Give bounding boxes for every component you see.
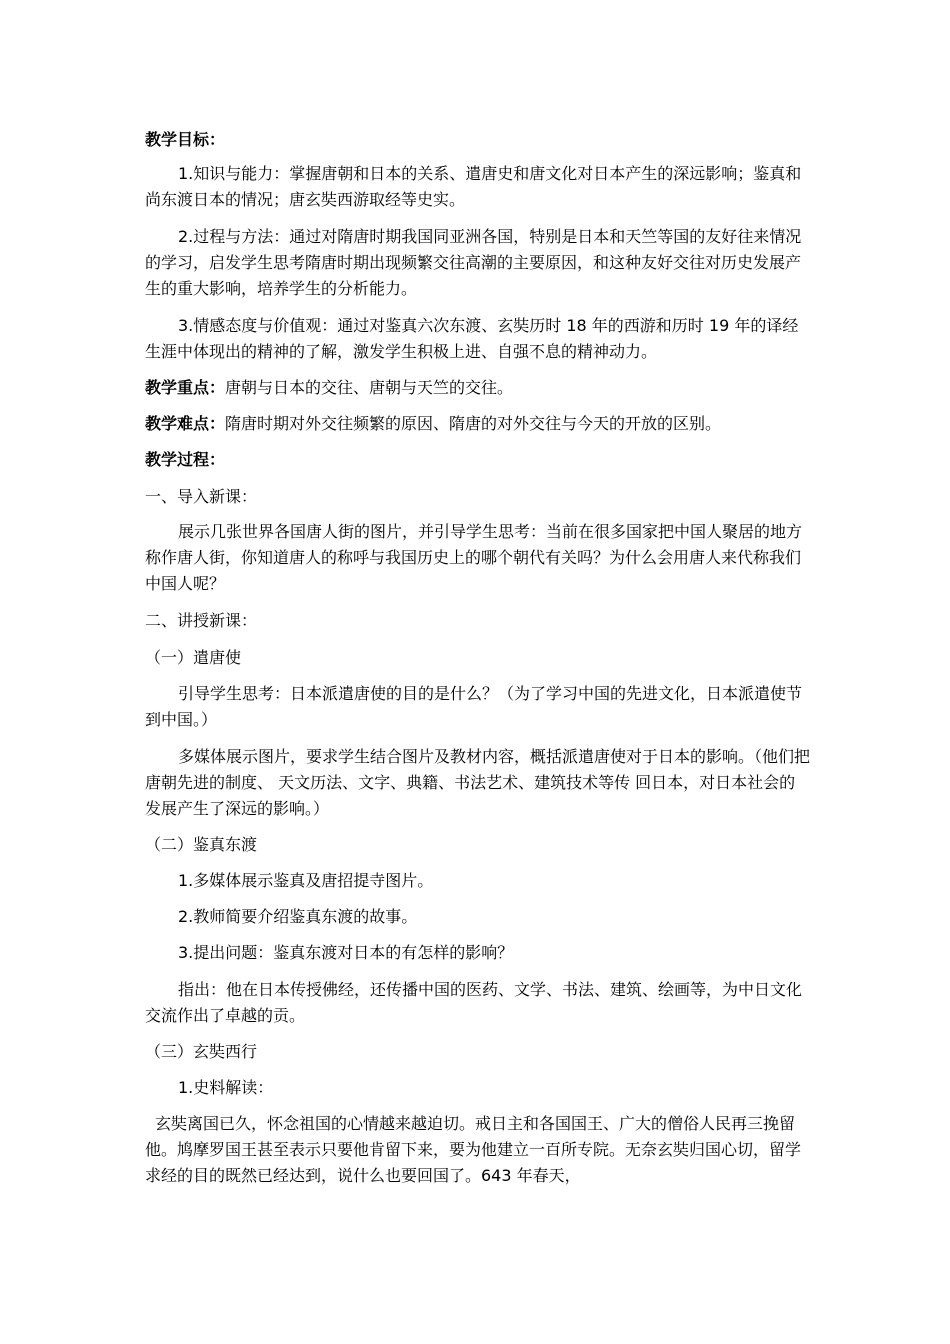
goal-attitude: 3.情感态度与价值观：通过对鉴真六次东渡、玄奘历时 18 年的西游和历时 19 年的译经生涯中体现出的精神的了解，激发学生积极上进、自强不息的精神动力。	[145, 316, 799, 361]
section-jianzhen-item-3: 3.提出问题：鉴真东渡对日本的有怎样的影响？	[178, 943, 514, 962]
section-jianzhen-point: 指出：他在日本传授佛经，还传播中国的医药、文学、书法、建筑、绘画等，为中日文化交流作出了卓越的贡。	[145, 980, 803, 1025]
section-jianzhen-heading: （二）鉴真东渡	[145, 835, 258, 854]
difficulty-label: 教学难点：	[145, 414, 226, 433]
teach-heading: 二、讲授新课：	[145, 611, 258, 630]
section-xuanzang-heading: （三）玄奘西行	[145, 1042, 258, 1061]
section-envoys-question: 引导学生思考：日本派遣唐使的目的是什么？（为了学习中国的先进文化，日本派遣使节到中国。）	[145, 684, 803, 729]
goal-process: 2.过程与方法：通过对隋唐时期我国同亚洲各国，特别是日本和天竺等国的友好往来情况的学习，启发学生思考隋唐时期出现频繁交往高潮的主要原因，和这种友好交往对历史发展产生的重大影响，培养学生的分析能力。	[145, 227, 802, 298]
section-xuanzang-item-1: 1.史料解读：	[178, 1078, 274, 1097]
section-xuanzang-source: 玄奘离国已久，怀念祖国的心情越来越迫切。戒日主和各国国王、广大的僧俗人民再三挽留他。鸠摩罗国王甚至表示只要他肯留下来，要为他建立一百所专院。无奈玄奘归国心切，留学求经的目的既然已经达到，说什么也要回国了。643 年春天，	[145, 1114, 802, 1185]
teaching-process-label: 教学过程：	[145, 450, 226, 469]
key-point	[145, 375, 810, 401]
section-envoys-media: 多媒体展示图片，要求学生结合图片及教材内容，概括派遣唐使对于日本的影响。（他们把唐朝先进的制度、 天文历法、文字、典籍、书法艺术、建筑技术等传 回日本，对日本社会的发展产生了深远的影响。）	[145, 747, 811, 818]
difficulty-text: 隋唐时期对外交往频繁的原因、隋唐的对外交往与今天的开放的区别。	[225, 414, 722, 433]
intro-text: 展示几张世界各国唐人街的图片，并引导学生思考：当前在很多国家把中国人聚居的地方称作唐人街，你知道唐人的称呼与我国历史上的哪个朝代有关吗？为什么会用唐人来代称我们中国人呢？	[145, 522, 803, 593]
difficulty-point	[145, 411, 810, 437]
section-jianzhen-item-1: 1.多媒体展示鉴真及唐招提寺图片。	[178, 871, 434, 890]
goal-knowledge: 1.知识与能力：掌握唐朝和日本的关系、遣唐史和唐文化对日本产生的深远影响；鉴真和尚东渡日本的情况；唐玄奘西游取经等史实。	[145, 164, 802, 209]
section-jianzhen-item-2: 2.教师简要介绍鉴真东渡的故事。	[178, 907, 418, 926]
key-point-label: 教学重点：	[145, 378, 226, 397]
section-envoys-heading: （一）遣唐使	[145, 648, 242, 667]
key-point-text: 唐朝与日本的交往、唐朝与天竺的交往。	[225, 378, 514, 397]
teaching-goals-label: 教学目标：	[145, 130, 226, 149]
intro-heading: 一、导入新课：	[145, 487, 258, 506]
